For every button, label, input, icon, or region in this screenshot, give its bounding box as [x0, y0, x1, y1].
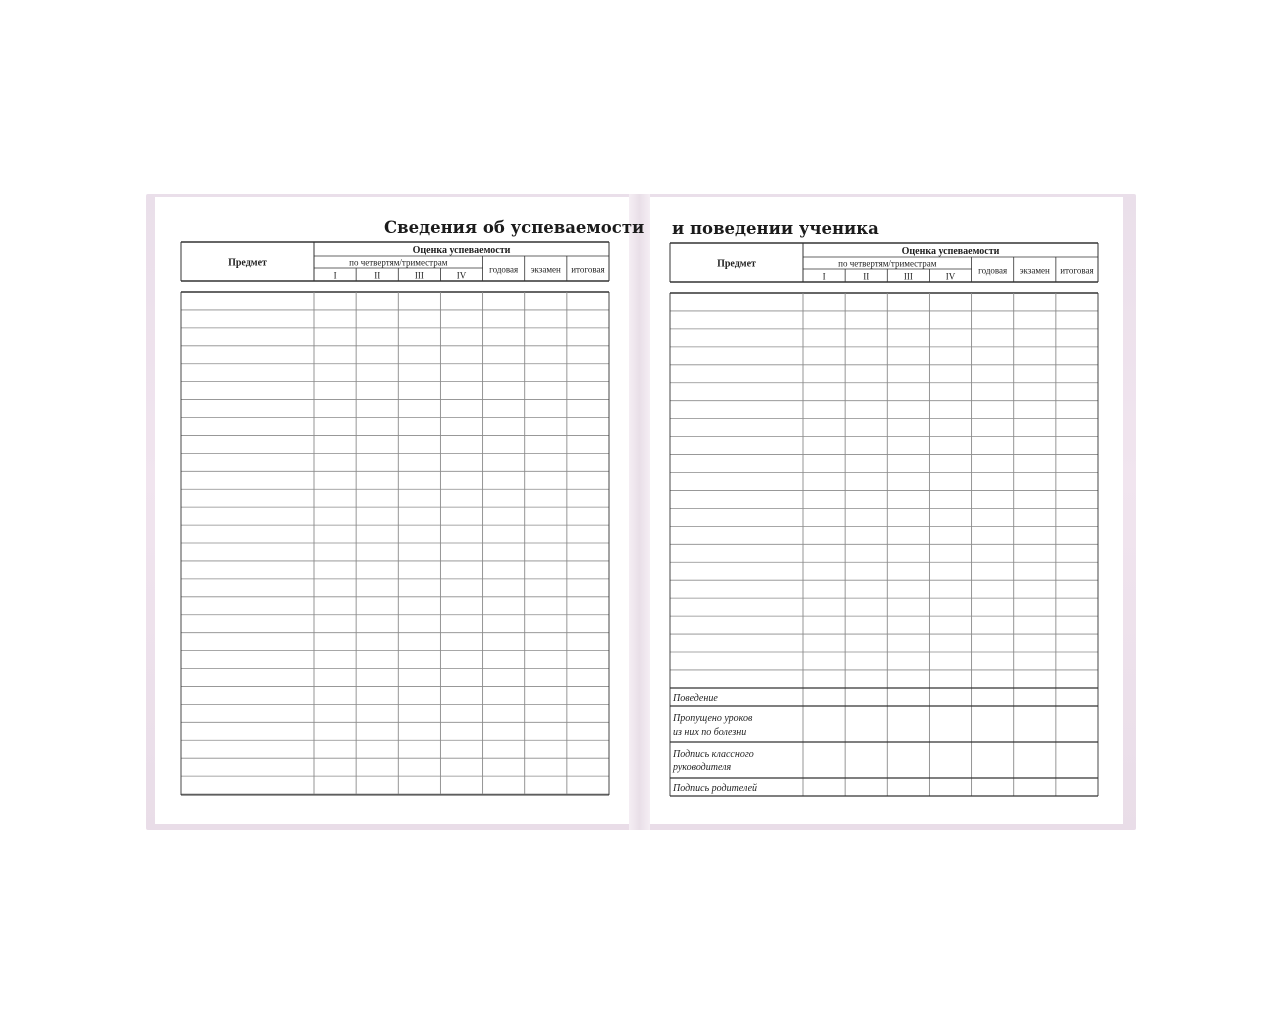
performance-header: Оценка успеваемости [412, 245, 511, 256]
subject-header: Предмет [228, 257, 267, 269]
teacher-signature-label: Подпись классного [673, 749, 754, 760]
term-header: II [374, 270, 381, 281]
parents-signature-label: Подпись родителей [673, 783, 758, 794]
exam-header: экзамен [530, 264, 561, 275]
term-header: IV [456, 270, 467, 281]
subject-header: Предмет [717, 258, 756, 270]
term-header: II [863, 271, 870, 282]
term-header: IV [945, 271, 956, 282]
by-terms-header: по четвертям/триместрам [349, 257, 448, 268]
left-grade-table [181, 242, 609, 795]
left-page-title: Сведения об успеваемости [384, 218, 645, 237]
by-terms-header: по четвертям/триместрам [838, 258, 937, 269]
missed-illness-label: из них по болезни [673, 727, 747, 738]
exam-header: экзамен [1019, 265, 1050, 276]
term-header: III [903, 271, 913, 282]
right-page-title: и поведении ученика [672, 219, 879, 238]
term-header: I [333, 270, 337, 281]
teacher-signature-label-2: руководителя [673, 762, 732, 773]
right-grade-table [670, 243, 1098, 796]
term-header: I [822, 271, 826, 282]
missed-lessons-label: Пропущено уроков [673, 713, 753, 724]
final-header: итоговая [1060, 265, 1094, 276]
behavior-label: Поведение [673, 693, 718, 704]
performance-header: Оценка успеваемости [901, 246, 1000, 257]
annual-header: годовая [489, 264, 519, 275]
final-header: итоговая [571, 264, 605, 275]
term-header: III [414, 270, 424, 281]
annual-header: годовая [978, 265, 1008, 276]
